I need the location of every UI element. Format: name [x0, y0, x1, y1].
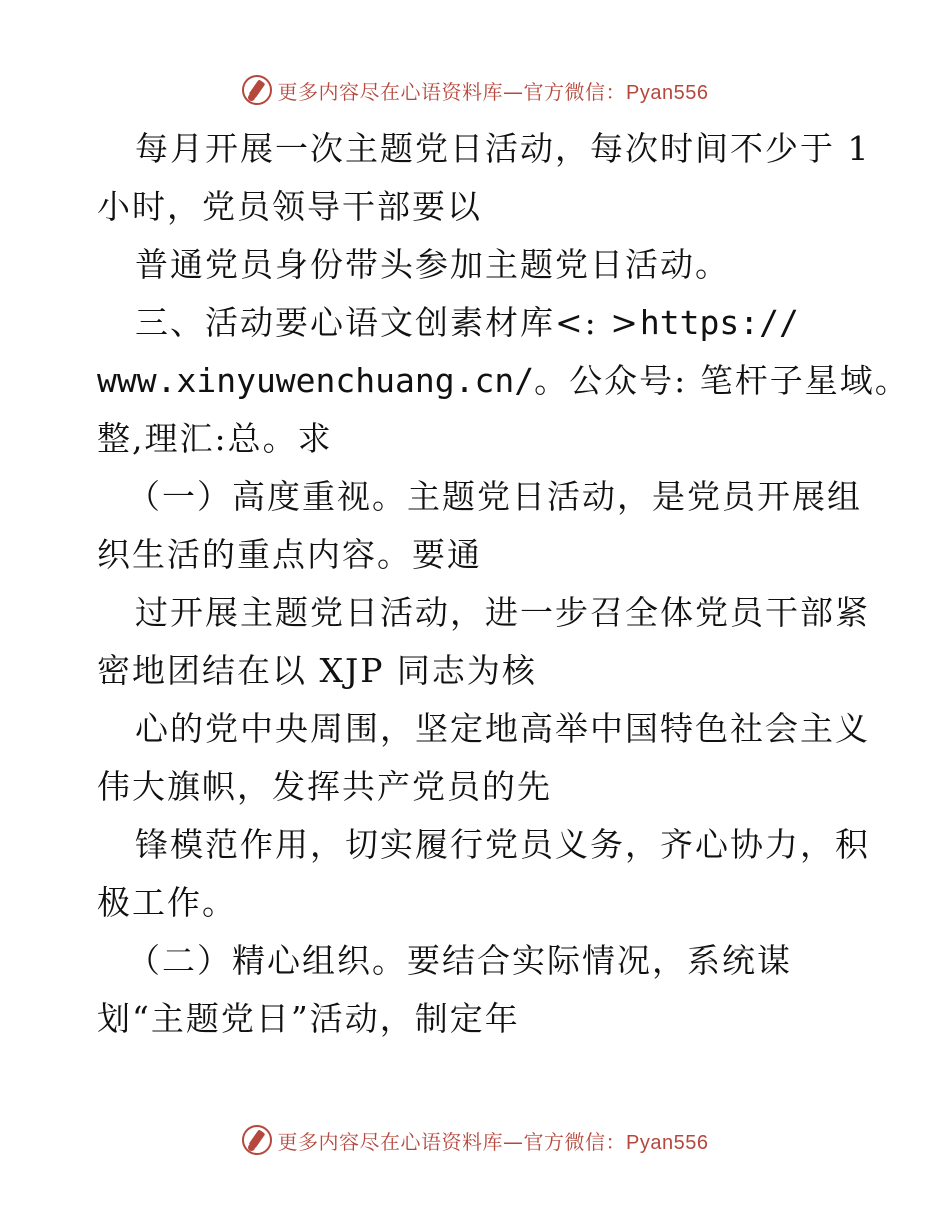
- text-line: （二）精心组织。要结合实际情况，系统谋: [127, 941, 792, 980]
- pen-logo-icon: [242, 75, 272, 105]
- text-line: 密地团结在以 XJP 同志为核: [97, 651, 537, 690]
- banner-source: 更多内容尽在心语资料库—官方微信：: [277, 79, 627, 104]
- text-line: [97, 352, 910, 410]
- public-account-text: 。公众号: 笔杆子星域。: [534, 361, 910, 400]
- pen-logo-icon: [242, 1125, 272, 1155]
- banner-source: 更多内容尽在心语资料库—官方微信：: [277, 1129, 627, 1154]
- text-line: 每月开展一次主题党日活动，每次时间不少于 1: [135, 129, 871, 168]
- text-line: 划“主题党日”活动，制定年: [97, 999, 520, 1038]
- text-line: 极工作。: [97, 883, 237, 922]
- text-line: （一）高度重视。主题党日活动，是党员开展组: [127, 477, 862, 516]
- text-line: 普通党员身份带头参加主题党日活动。: [135, 245, 730, 284]
- text-line: 织生活的重点内容。要通: [97, 535, 482, 574]
- text-line: 锋模范作用，切实履行党员义务，齐心协力，积: [135, 825, 870, 864]
- text-line: [97, 294, 857, 352]
- url-prefix: https://: [639, 303, 799, 342]
- text-line: 心的党中央周围，坚定地高举中国特色社会主义: [135, 709, 870, 748]
- url-domain: www.xinyuwenchuang.cn/: [97, 361, 535, 400]
- footer-banner: [0, 1120, 950, 1160]
- banner-wechat-id: Pyan556: [626, 81, 709, 104]
- header-banner: [0, 70, 950, 110]
- banner-text: [278, 76, 709, 105]
- text-line: 小时，党员领导干部要以: [97, 187, 482, 226]
- section-heading: 三、活动要心语文创素材库<: >: [135, 303, 640, 342]
- text-line: 伟大旗帜，发挥共产党员的先: [97, 767, 552, 806]
- banner-text: [278, 1126, 709, 1155]
- banner-wechat-id: Pyan556: [626, 1131, 709, 1154]
- text-line: 整,理汇:总。求: [97, 419, 333, 458]
- text-line: 过开展主题党日活动，进一步召全体党员干部紧: [135, 593, 870, 632]
- document-body: [97, 120, 910, 1048]
